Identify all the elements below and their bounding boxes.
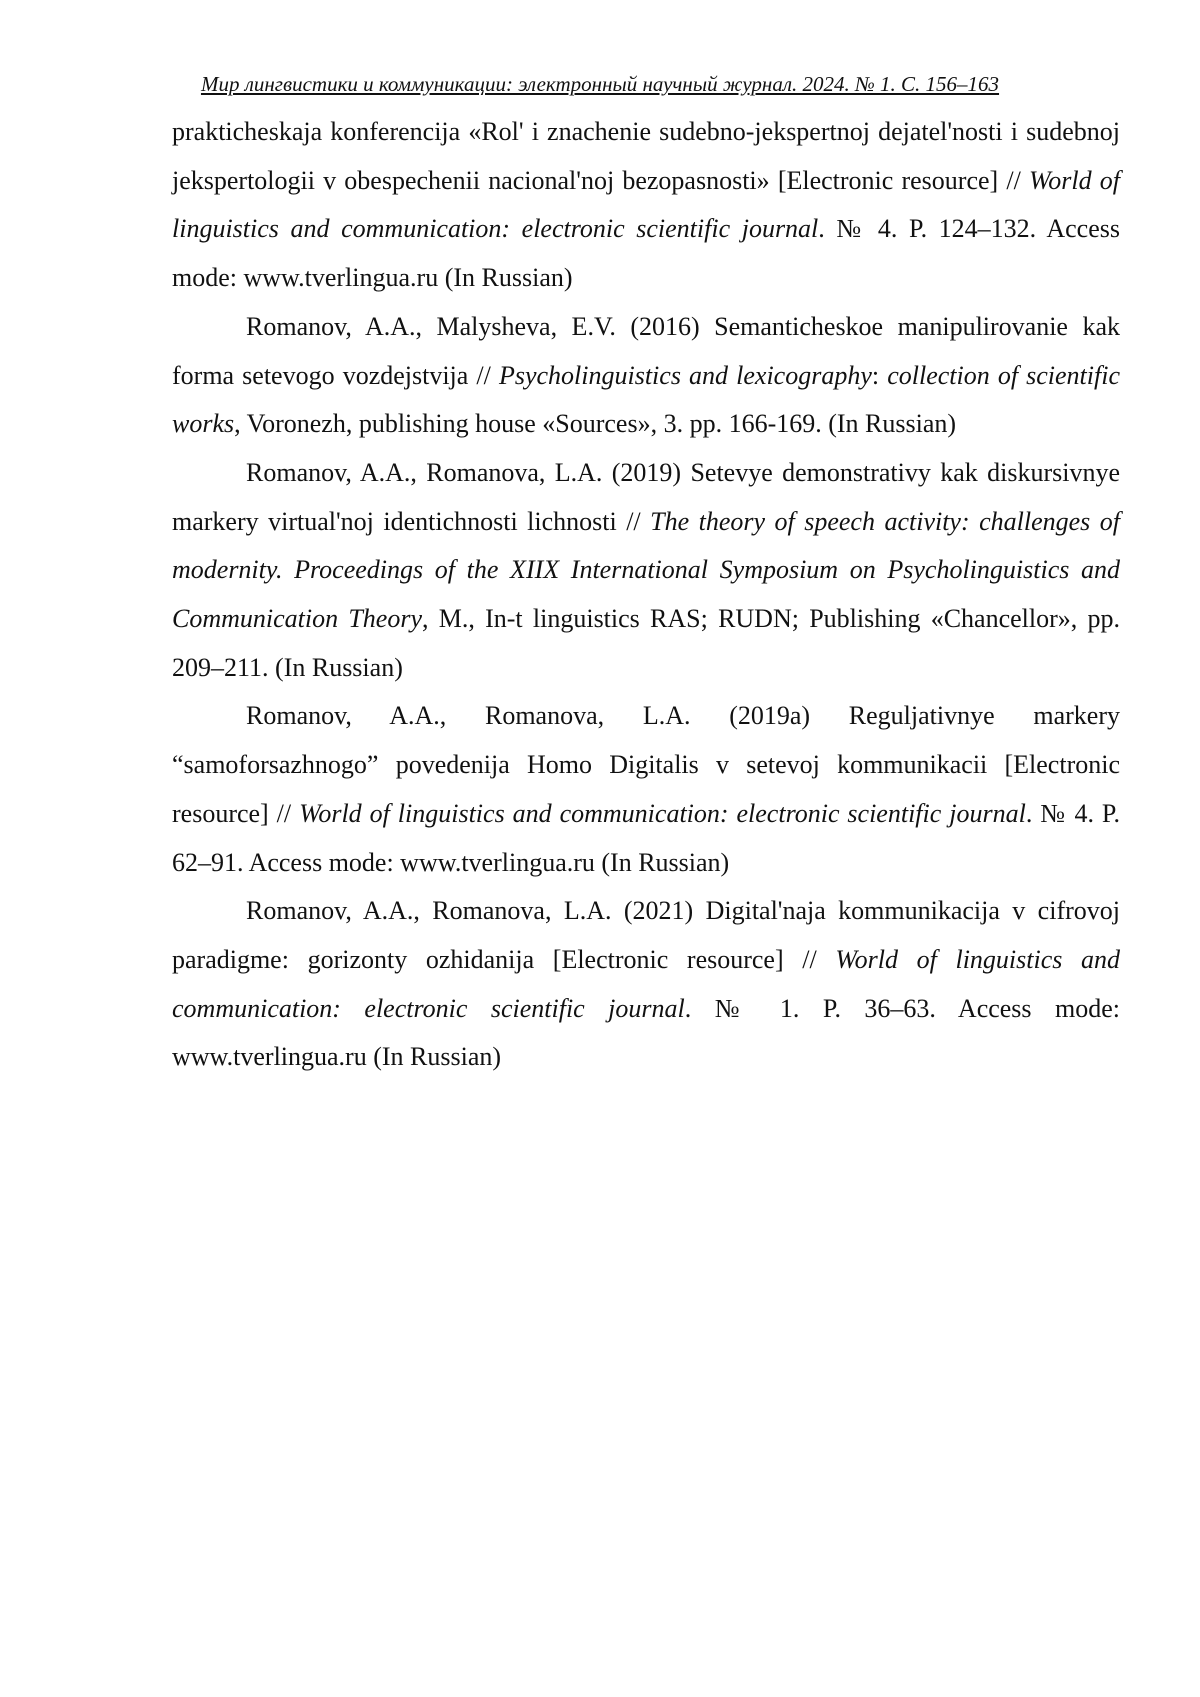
reference-text: . № 4. P. 124–132. Access mode: www.tverlingua.ru (In Russian) [172, 214, 1120, 293]
reference-text: prakticheskaja konferencija «Rol' i znachenie sudebno-jekspertnoj dejatel'nosti i sudebnoj jekspertologii v obespechenii nacional'noj bezopasnosti» [Electronic resource] // [172, 117, 1120, 195]
journal-title: World of linguistics and communication: electronic scientific journal [172, 944, 1120, 1023]
running-head: Мир лингвистики и коммуникации: электронный научный журнал. 2024. № 1. С. 156–163 [200, 72, 1000, 96]
reference-list [172, 108, 1120, 1082]
source-subtitle: collection of scientific works [172, 360, 1120, 439]
reference-text: Romanov, A.A., Romanova, L.A. (2019) Setevye demonstrativy kak diskursivnye markery virtual'noj identichnosti lichnosti // [172, 457, 1120, 536]
reference-entry [172, 303, 1120, 449]
reference-text: Romanov, A.A., Romanova, L.A. (2019a) Reguljativnye markery “samoforsazhnogo” povedenija Homo Digitalis v setevoj kommunikacii [Electronic resource] // [172, 701, 1120, 828]
reference-text: : [871, 360, 888, 390]
source-title: Psycholinguistics and lexicography [498, 360, 872, 390]
reference-entry [172, 108, 1120, 303]
reference-text: Romanov, A.A., Malysheva, E.V. (2016) Semanticheskoe manipulirovanie kak forma setevogo vozdejstvija // [172, 311, 1120, 390]
reference-entry [172, 692, 1120, 887]
reference-entry [172, 887, 1120, 1082]
reference-entry [172, 449, 1120, 693]
reference-text: , Voronezh, publishing house «Sources», 3. pp. 166-169. (In Russian) [234, 409, 957, 439]
source-title: The theory of speech activity: challenges of modernity. Proceedings of the XIIX International Symposium on Psycholinguistics and Communication Theory [172, 506, 1121, 634]
reference-text: Romanov, A.A., Romanova, L.A. (2021) Digital'naja kommunikacija v cifrovoj paradigme: gorizonty ozhidanija [Electronic resource] // [172, 896, 1120, 974]
reference-text: , M., In-t linguistics RAS; RUDN; Publishing «Chancellor», pp. 209–211. (In Russian) [172, 604, 1120, 682]
reference-text: . № 1. P. 36–63. Access mode: www.tverlingua.ru (In Russian) [172, 993, 1120, 1072]
reference-text: . № 4. P. 62–91. Access mode: www.tverlingua.ru (In Russian) [172, 798, 1120, 877]
journal-title: World of linguistics and communication: electronic scientific journal [172, 165, 1120, 244]
journal-title: World of linguistics and communication: electronic scientific journal [299, 798, 1026, 828]
